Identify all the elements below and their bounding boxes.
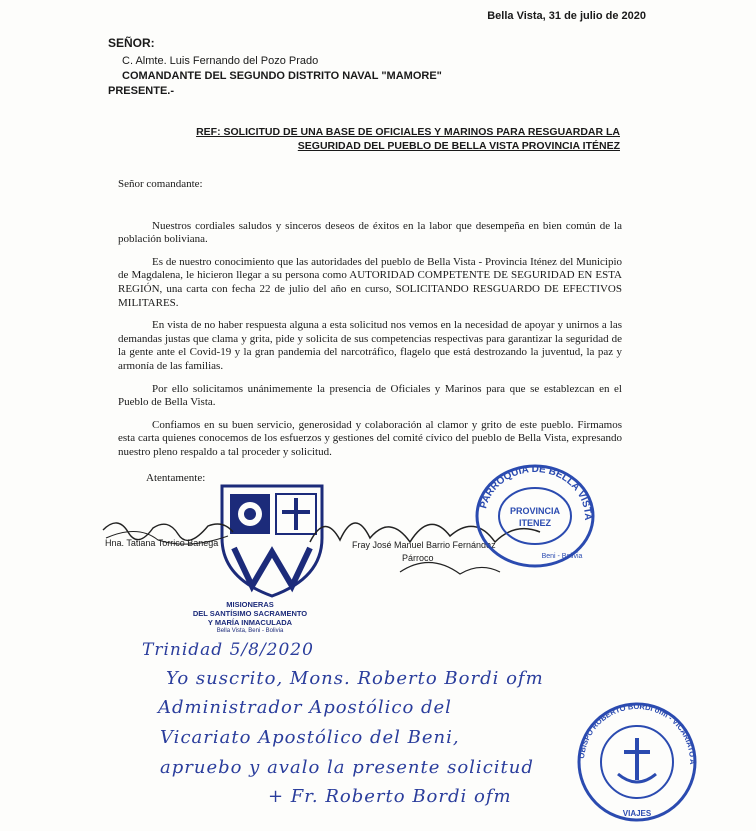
emblem-caption-1: MISIONERAS xyxy=(226,600,274,609)
handwritten-line-3: Administrador Apostólico del xyxy=(158,697,452,718)
parish-stamp-center-2: ITENEZ xyxy=(518,518,552,528)
handwritten-line-2: Yo suscrito, Mons. Roberto Bordi ofm xyxy=(166,668,544,689)
reference-line-1: REF: SOLICITUD DE UNA BASE DE OFICIALES Y MARINOS PARA RESGUARDAR LA xyxy=(196,126,620,138)
paragraph-3: En vista de no haber respuesta alguna a esta solicitud nos vemos en la necesidad de apoyar y unirnos a las demandas justas que clama y grita, pide y solicita de sus competencias respectivas para garantizar la seguridad de la gente ante el Covid-19 y la gran pandemia del narcotráfico, flagelo que está destrozando la juventud, la paz y armonía de las familias. xyxy=(118,319,622,372)
parish-stamp-ring: PARROQUIA DE BELLA VISTA xyxy=(478,463,594,521)
signer-2-name: Fray José Manuel Barrio Fernández xyxy=(352,540,496,550)
emblem-caption-3: Y MARÍA INMACULADA xyxy=(207,618,293,627)
vicariate-stamp-ring: OBISPO ROBERTO BORDI ofm - VICARIATO APOSTÓLICO DEL BENI xyxy=(569,693,698,765)
signer-2-role: Párroco xyxy=(402,553,434,563)
letter-date: Bella Vista, 31 de julio de 2020 xyxy=(487,10,646,22)
emblem-caption-2: DEL SANTÍSIMO SACRAMENTO xyxy=(192,609,308,618)
addressee-block xyxy=(108,36,442,99)
parish-stamp-bottom: Beni - Bolivia xyxy=(541,553,583,560)
paragraph-1: Nuestros cordiales saludos y sinceros deseos de éxitos en la labor que desempeña en bien común de la población boliviana. xyxy=(118,219,622,246)
reference-line-2: SEGURIDAD DEL PUEBLO DE BELLA VISTA PROVINCIA ITÉNEZ xyxy=(297,140,620,152)
addressee-name: C. Almte. Luis Fernando del Pozo Prado xyxy=(122,55,319,67)
emblem-caption xyxy=(190,600,310,636)
vicariate-stamp-bottom: VIAJES xyxy=(622,809,652,818)
paragraph-5: Confiamos en su buen servicio, generosidad y colaboración al clamor y grito de este pueblo. Firmamos esta carta quienes conocemos de los esfuerzos y gestiones del comité cívico del pueblo de Bella Vista, expresando nuestro pleno respaldo a tal proceder y solicitud. xyxy=(118,418,622,458)
paragraph-4: Por ello solicitamos unánimemente la presencia de Oficiales y Marinos para que se establezcan en el Pueblo de Bella Vista. xyxy=(118,382,622,409)
parish-stamp xyxy=(470,458,600,568)
closing: Atentamente: xyxy=(146,472,206,484)
letter-body xyxy=(118,178,622,469)
paragraph-2: Es de nuestro conocimiento que las autoridades del pueblo de Bella Vista - Provincia Iténez del Municipio de Magdalena, le hicieron llegar a su persona como AUTORIDAD COMPETENTE DE SEGURIDAD EN ESTA REGIÓN, una carta con fecha 22 de julio del año en curso, SOLICITANDO RESGUARDO DE EFECTIVOS MILITARES. xyxy=(118,255,622,309)
parish-stamp-center-1: PROVINCIA xyxy=(509,506,561,516)
greeting: Señor comandante: xyxy=(118,178,203,190)
vicariate-stamp xyxy=(569,693,702,825)
reference-block xyxy=(150,125,620,153)
handwritten-line-1: Trinidad 5/8/2020 xyxy=(142,640,314,660)
handwritten-line-5: apruebo y avalo la presente solicitud xyxy=(160,757,534,778)
handwritten-line-4: Vicariato Apostólico del Beni, xyxy=(160,727,460,748)
handwritten-line-6: + Fr. Roberto Bordi ofm xyxy=(268,786,512,807)
addressee-position: COMANDANTE DEL SEGUNDO DISTRITO NAVAL "MAMORE" xyxy=(122,70,442,82)
salutation-top: SEÑOR: xyxy=(108,36,155,50)
signer-1-name: Hna. Tatiana Torrico Banega xyxy=(105,538,219,548)
emblem-caption-4: Bella Vista, Beni - Bolivia xyxy=(216,628,284,634)
present-label: PRESENTE.- xyxy=(108,85,175,97)
